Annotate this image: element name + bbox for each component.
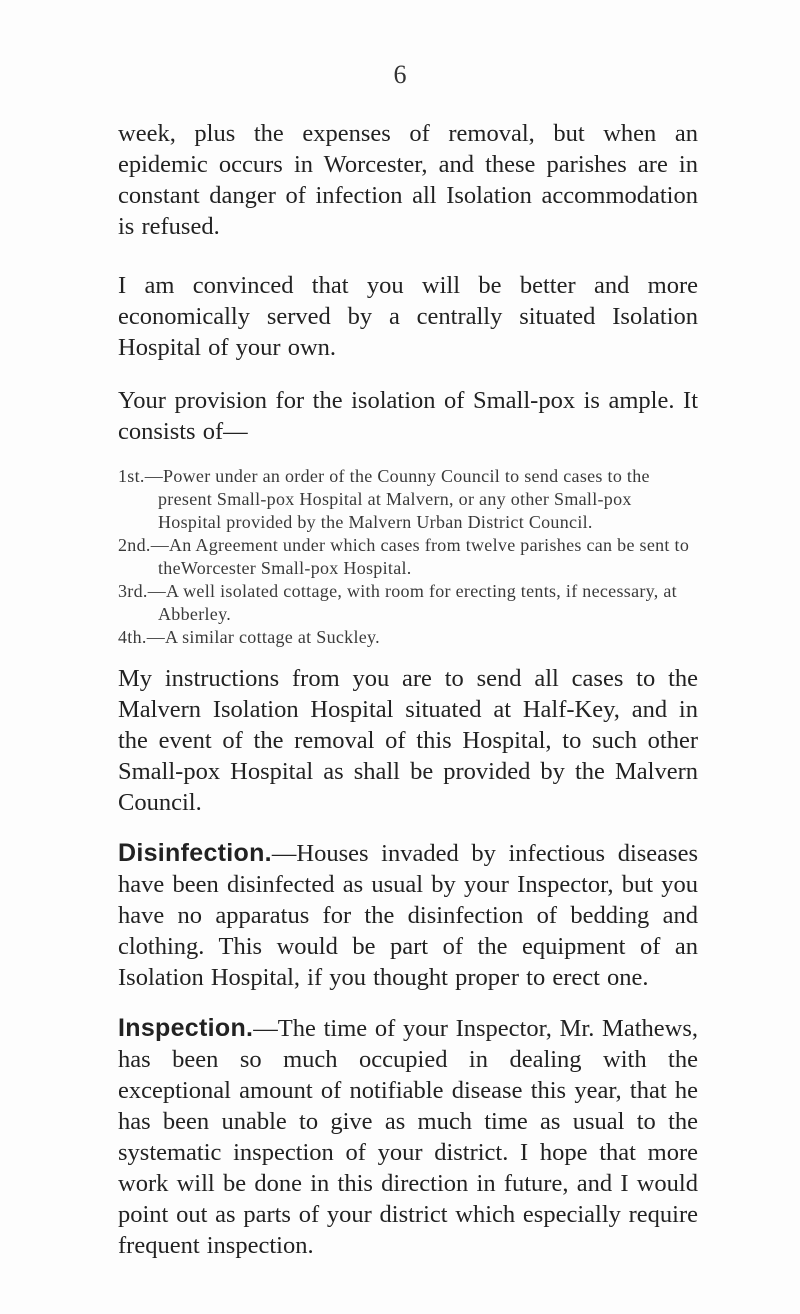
- list-item: [118, 534, 698, 580]
- paragraph-instructions: My instructions from you are to send all cases to the Malvern Isolation Hospital situated at Half-Key, and in the event of the removal of this Hospital, to such other Small-pox Hospital as shall be provided by the Malvern Council.: [118, 665, 698, 816]
- list-item-ordinal: 2nd.: [118, 535, 151, 555]
- list-item: [118, 465, 698, 534]
- list-item-ordinal: 4th.: [118, 627, 147, 647]
- list-item-text: —A similar cottage at Suckley.: [146, 627, 380, 647]
- list-item: [118, 626, 698, 649]
- list-item-ordinal: 3rd.: [118, 581, 148, 601]
- section-body-inspection: —The time of your Inspector, Mr. Mathews, has been so much occupied in dealing with the exceptional amount of notifiable disease this year, that he has been unable to give as much time as usual to the systematic inspection of your district. I hope that more work will be done in this direction in future, and I would point out as parts of your district which especially require frequent inspection.: [118, 1015, 698, 1259]
- list-item-text: —An Agreement under which cases from twelve parishes can be sent to theWorcester Small-pox Hospital.: [150, 535, 690, 578]
- section-heading-inspection: Inspection.: [118, 1014, 254, 1042]
- list-item: [118, 580, 698, 626]
- list-item-text: —A well isolated cottage, with room for erecting tents, if necessary, at Abberley.: [147, 581, 677, 624]
- section-disinfection: [118, 838, 698, 993]
- paragraph-removal-expenses: week, plus the expenses of removal, but when an epidemic occurs in Worcester, and these parishes are in constant danger of infection all Isolation accommodation is refused.: [118, 120, 698, 240]
- paragraph-isolation-recommendation: I am convinced that you will be better and more economically served by a centrally situated Isolation Hospital of your own.: [118, 272, 698, 361]
- paragraph-smallpox-provision: Your provision for the isolation of Small-pox is ample. It consists of—: [118, 387, 698, 445]
- section-body-disinfection: —Houses invaded by infectious diseases have been disinfected as usual by your Inspector, but you have no apparatus for the disinfection of bedding and clothing. This would be part of the equipment of an Isolation Hospital, if you thought proper to erect one.: [118, 840, 698, 991]
- page-number: 6: [393, 60, 407, 89]
- list-item-text: —Power under an order of the Counny Council to send cases to the present Small-pox Hospital at Malvern, or any other Small-pox Hospital provided by the Malvern Urban District Council.: [144, 466, 650, 532]
- list-item-ordinal: 1st.: [118, 466, 145, 486]
- provision-list: [118, 465, 698, 649]
- section-inspection: [118, 1013, 698, 1261]
- page-body: [118, 118, 698, 1261]
- section-heading-disinfection: Disinfection.: [118, 839, 272, 867]
